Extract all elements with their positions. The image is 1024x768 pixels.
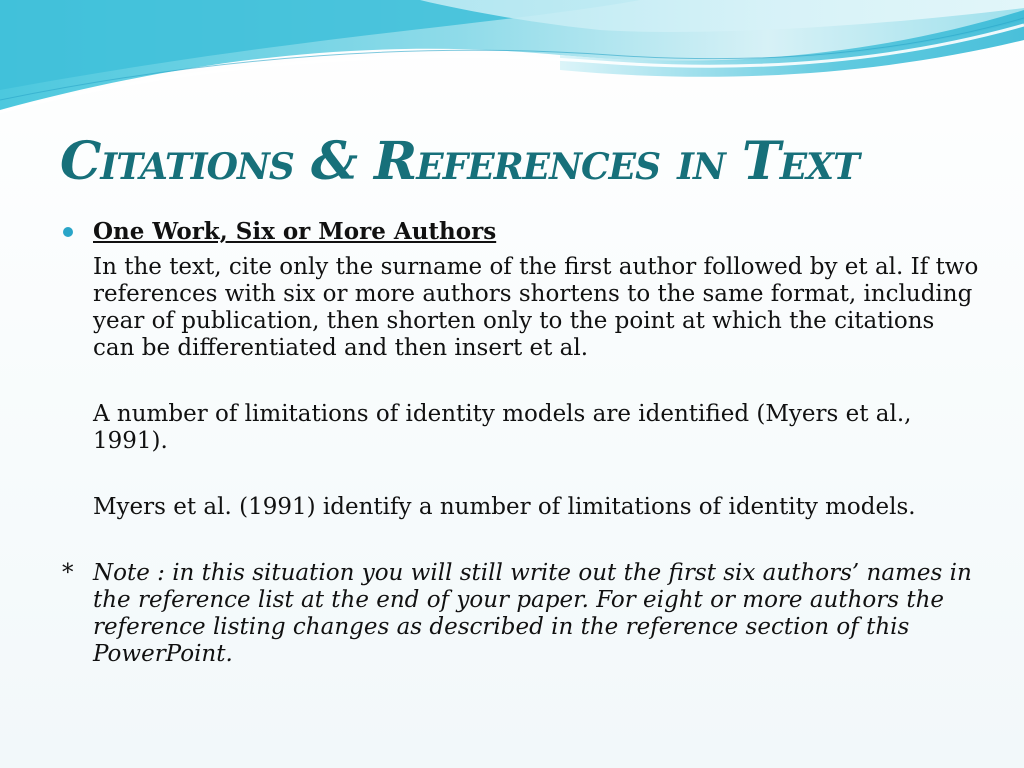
- note-marker: *: [62, 560, 74, 586]
- slide-body: [60, 218, 980, 668]
- example-citation-narrative: Myers et al. (1991) identify a number of limitations of identity models.: [93, 494, 916, 520]
- note-text: Note : in this situation you will still write out the first six authors’ names in the reference list at the end of your paper. For eight or more authors the reference listing changes as described in the reference section of this PowerPoint.: [93, 560, 972, 667]
- slide-title: Citations & References in Text: [60, 131, 859, 192]
- note: [60, 560, 980, 668]
- bullet-heading: One Work, Six or More Authors: [93, 218, 497, 245]
- bullet-item: [60, 218, 980, 246]
- example-citation-parenthetical: A number of limitations of identity models are identified (Myers et al., 1991).: [93, 401, 912, 454]
- explanation-paragraph: In the text, cite only the surname of the first author followed by et al. If two references with six or more authors shortens to the same format, including year of publication, then shorten only to the point at which the citations can be differentiated and then insert et al.: [93, 254, 979, 361]
- bullet-dot-icon: [63, 227, 73, 237]
- header-wave-decoration: [0, 0, 1024, 125]
